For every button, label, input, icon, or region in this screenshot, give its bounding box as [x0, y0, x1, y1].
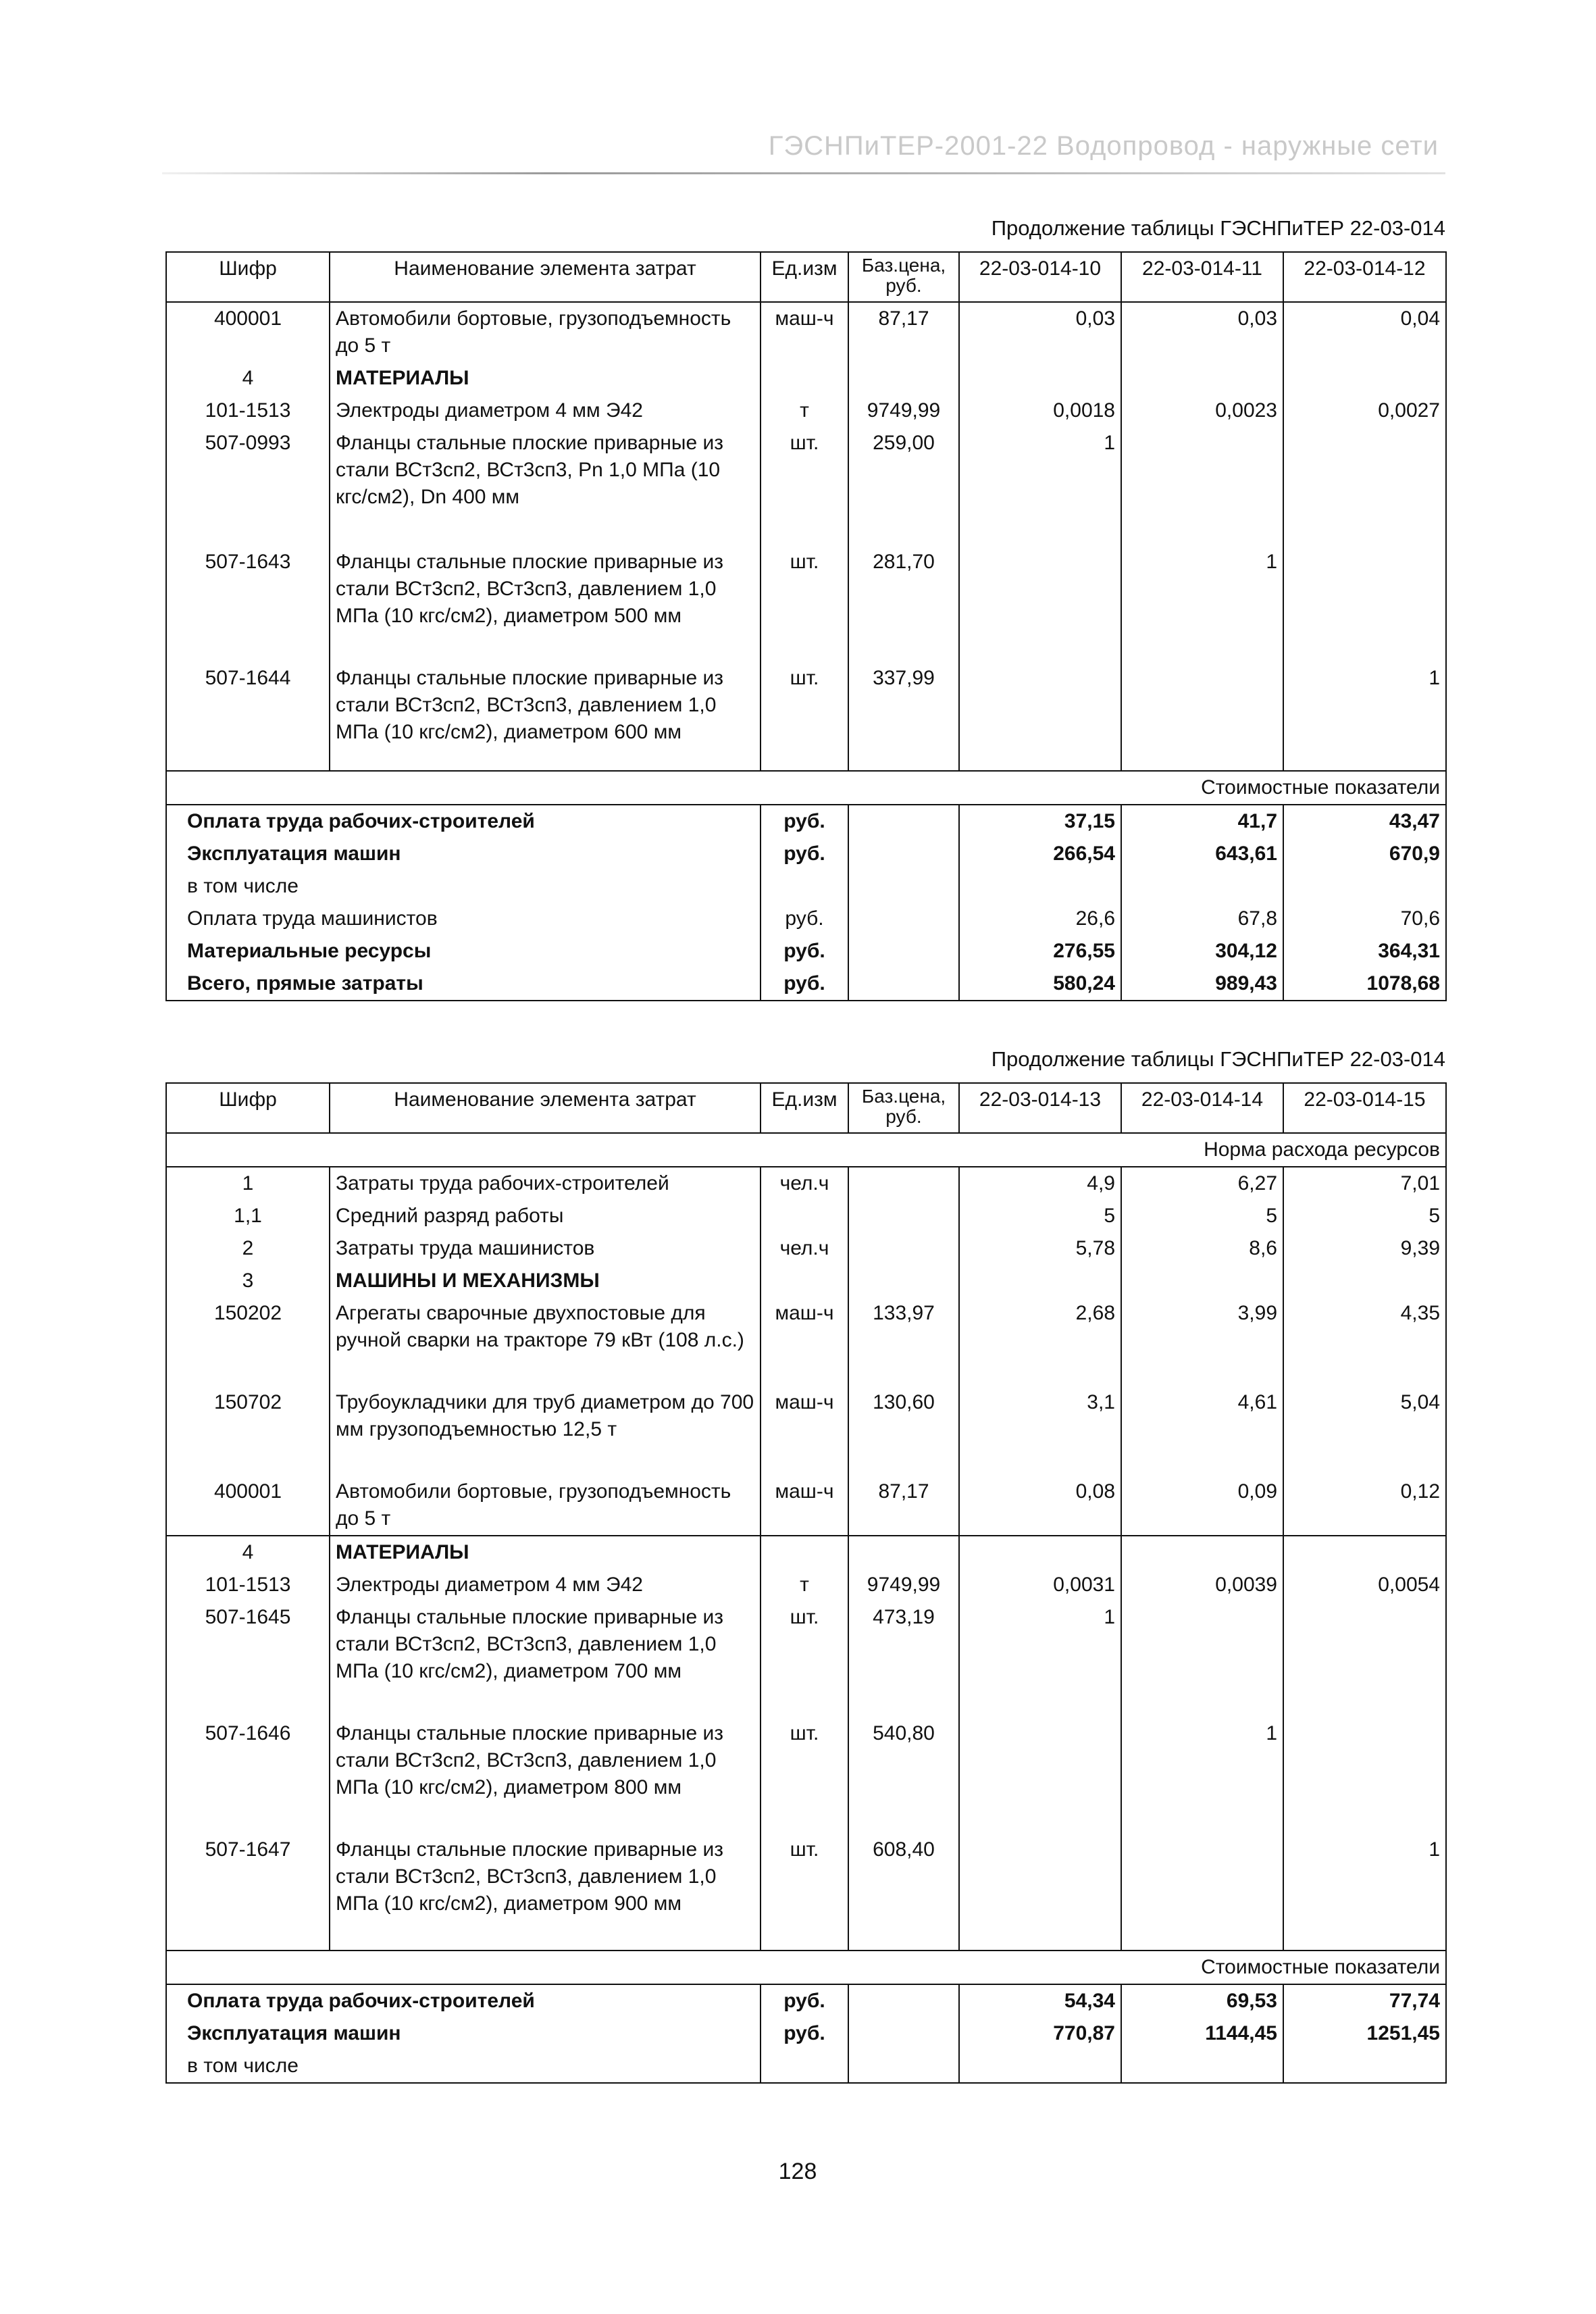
cost-value-2: 1144,45: [1121, 2017, 1283, 2050]
table-row: [166, 1265, 1446, 1297]
header-col-3: 22-03-014-15: [1283, 1083, 1446, 1133]
cost-value-3: 43,47: [1283, 805, 1446, 838]
table-row: [166, 1386, 1446, 1476]
row-value-2: [1121, 1265, 1283, 1297]
table-row: [166, 1601, 1446, 1717]
header-col-2: 22-03-014-11: [1121, 252, 1283, 302]
page-number: 128: [778, 2159, 817, 2184]
row-value-2: [1121, 362, 1283, 395]
cost-label: Эксплуатация машин: [166, 838, 761, 870]
cost-row: [166, 838, 1446, 870]
cost-value-2: 69,53: [1121, 1984, 1283, 2017]
header-col-2: 22-03-014-14: [1121, 1083, 1283, 1133]
row-value-3: 1: [1283, 1834, 1446, 1951]
cost-price-empty: [848, 838, 959, 870]
row-price: 259,00: [848, 427, 959, 546]
cost-label: в том числе: [166, 2050, 761, 2083]
header-name: Наименование элемента затрат: [330, 252, 761, 302]
cost-label: Оплата труда машинистов: [166, 903, 761, 935]
row-value-3: [1283, 362, 1446, 395]
row-code: 1: [166, 1167, 330, 1200]
row-value-1: 4,9: [959, 1167, 1121, 1200]
row-name: Фланцы стальные плоские приварные из стали ВСт3сп2, ВСт3сп3, давлением 1,0 МПа (10 кгс/см2), диаметром 700 мм: [330, 1601, 761, 1717]
cost-price-empty: [848, 2017, 959, 2050]
row-code: 507-1646: [166, 1717, 330, 1834]
cost-value-3: 364,31: [1283, 935, 1446, 967]
cost-price-empty: [848, 967, 959, 1001]
row-value-1: [959, 1717, 1121, 1834]
row-code: 507-1645: [166, 1601, 330, 1717]
row-value-2: 0,0039: [1121, 1569, 1283, 1601]
row-price: 9749,99: [848, 395, 959, 427]
cost-value-2: [1121, 870, 1283, 903]
cost-label: Оплата труда рабочих-строителей: [166, 805, 761, 838]
row-name: МАШИНЫ И МЕХАНИЗМЫ: [330, 1265, 761, 1297]
row-unit: [761, 1536, 848, 1569]
row-unit: шт.: [761, 1717, 848, 1834]
row-unit: шт.: [761, 1601, 848, 1717]
cost-value-1: [959, 2050, 1121, 2083]
row-name: Затраты труда машинистов: [330, 1232, 761, 1265]
row-value-3: [1283, 427, 1446, 546]
row-code: 507-1644: [166, 662, 330, 771]
table-row: [166, 1297, 1446, 1386]
row-unit: т: [761, 1569, 848, 1601]
row-price: [848, 1536, 959, 1569]
row-unit: маш-ч: [761, 1386, 848, 1476]
row-price: 130,60: [848, 1386, 959, 1476]
cost-value-1: 37,15: [959, 805, 1121, 838]
cost-value-3: [1283, 2050, 1446, 2083]
header-unit: Ед.изм: [761, 252, 848, 302]
row-name: Фланцы стальные плоские приварные из стали ВСт3сп2, ВСт3сп3, давлением 1,0 МПа (10 кгс/см2), диаметром 800 мм: [330, 1717, 761, 1834]
row-price: 540,80: [848, 1717, 959, 1834]
row-value-1: [959, 546, 1121, 662]
cost-unit: руб.: [761, 967, 848, 1001]
running-header: [162, 127, 1445, 174]
cost-price-empty: [848, 903, 959, 935]
row-value-1: 3,1: [959, 1386, 1121, 1476]
row-value-3: 7,01: [1283, 1167, 1446, 1200]
cost-value-2: [1121, 2050, 1283, 2083]
table-row: [166, 1476, 1446, 1536]
table-row: [166, 1834, 1446, 1951]
table-row: [166, 1536, 1446, 1569]
row-name: Автомобили бортовые, грузоподъемность до 5 т: [330, 1476, 761, 1536]
table2-caption: Продолжение таблицы ГЭСНПиТЕР 22-03-014: [991, 1047, 1445, 1071]
header-code: Шифр: [166, 252, 330, 302]
table-row: [166, 1232, 1446, 1265]
row-value-1: [959, 1265, 1121, 1297]
table-row: [166, 427, 1446, 546]
cost-value-1: 266,54: [959, 838, 1121, 870]
row-value-1: [959, 662, 1121, 771]
row-value-1: 1: [959, 1601, 1121, 1717]
header-price: Баз.цена, руб.: [848, 1083, 959, 1133]
row-unit: маш-ч: [761, 1297, 848, 1386]
row-value-3: 0,12: [1283, 1476, 1446, 1536]
cost-value-2: 989,43: [1121, 967, 1283, 1001]
running-header-title: ГЭСНПиТЕР-2001-22 Водопровод - наружные сети: [768, 131, 1439, 161]
row-value-3: 0,0054: [1283, 1569, 1446, 1601]
row-name: Фланцы стальные плоские приварные из стали ВСт3сп2, ВСт3сп3, давлением 1,0 МПа (10 кгс/см2), диаметром 900 мм: [330, 1834, 761, 1951]
row-value-2: [1121, 1601, 1283, 1717]
table-row: [166, 546, 1446, 662]
cost-value-1: 276,55: [959, 935, 1121, 967]
row-unit: шт.: [761, 662, 848, 771]
row-code: 507-1643: [166, 546, 330, 662]
cost-price-empty: [848, 805, 959, 838]
cost-value-1: 54,34: [959, 1984, 1121, 2017]
cost-value-1: 580,24: [959, 967, 1121, 1001]
row-unit: т: [761, 395, 848, 427]
table-row: [166, 1167, 1446, 1200]
cost-value-3: 1078,68: [1283, 967, 1446, 1001]
norm-section-label: Норма расхода ресурсов: [166, 1133, 1446, 1167]
cost-section-row: [166, 1951, 1446, 1984]
row-value-2: 3,99: [1121, 1297, 1283, 1386]
row-code: 150702: [166, 1386, 330, 1476]
row-code: 507-0993: [166, 427, 330, 546]
row-code: 150202: [166, 1297, 330, 1386]
cost-label: Материальные ресурсы: [166, 935, 761, 967]
norm-section-row: [166, 1133, 1446, 1167]
row-price: [848, 1167, 959, 1200]
row-value-3: 5: [1283, 1200, 1446, 1232]
cost-value-1: [959, 870, 1121, 903]
row-value-2: 5: [1121, 1200, 1283, 1232]
cost-value-3: 1251,45: [1283, 2017, 1446, 2050]
row-name: Затраты труда рабочих-строителей: [330, 1167, 761, 1200]
cost-unit: [761, 2050, 848, 2083]
row-value-2: [1121, 1834, 1283, 1951]
cost-value-3: 77,74: [1283, 1984, 1446, 2017]
row-price: 87,17: [848, 302, 959, 362]
row-unit: [761, 1200, 848, 1232]
row-price: 9749,99: [848, 1569, 959, 1601]
table-row: [166, 662, 1446, 771]
row-value-3: 9,39: [1283, 1232, 1446, 1265]
row-code: 400001: [166, 302, 330, 362]
row-value-2: 1: [1121, 546, 1283, 662]
row-value-2: 8,6: [1121, 1232, 1283, 1265]
cost-unit: руб.: [761, 903, 848, 935]
row-code: 400001: [166, 1476, 330, 1536]
row-value-1: [959, 362, 1121, 395]
row-value-3: 0,04: [1283, 302, 1446, 362]
row-name: Средний разряд работы: [330, 1200, 761, 1232]
row-unit: чел.ч: [761, 1232, 848, 1265]
row-value-2: 4,61: [1121, 1386, 1283, 1476]
header-code: Шифр: [166, 1083, 330, 1133]
row-price: [848, 1265, 959, 1297]
row-unit: [761, 1265, 848, 1297]
row-code: 4: [166, 1536, 330, 1569]
cost-row: [166, 870, 1446, 903]
row-value-1: 2,68: [959, 1297, 1121, 1386]
row-name: Электроды диаметром 4 мм Э42: [330, 1569, 761, 1601]
row-price: 133,97: [848, 1297, 959, 1386]
cost-unit: руб.: [761, 935, 848, 967]
cost-value-2: 41,7: [1121, 805, 1283, 838]
row-value-1: 0,08: [959, 1476, 1121, 1536]
cost-price-empty: [848, 935, 959, 967]
row-value-1: 1: [959, 427, 1121, 546]
cost-value-3: 670,9: [1283, 838, 1446, 870]
row-name: МАТЕРИАЛЫ: [330, 1536, 761, 1569]
row-value-2: [1121, 427, 1283, 546]
table-header-row: [166, 252, 1446, 302]
header-col-1: 22-03-014-10: [959, 252, 1121, 302]
row-name: Автомобили бортовые, грузоподъемность до 5 т: [330, 302, 761, 362]
row-value-1: 0,03: [959, 302, 1121, 362]
row-value-3: 0,0027: [1283, 395, 1446, 427]
cost-unit: руб.: [761, 838, 848, 870]
cost-label: Эксплуатация машин: [166, 2017, 761, 2050]
row-name: Фланцы стальные плоские приварные из стали ВСт3сп2, ВСт3сп3, Pn 1,0 МПа (10 кгс/см2), Dn 400 мм: [330, 427, 761, 546]
cost-value-1: 26,6: [959, 903, 1121, 935]
row-price: 337,99: [848, 662, 959, 771]
row-price: [848, 1200, 959, 1232]
header-name: Наименование элемента затрат: [330, 1083, 761, 1133]
row-name: Фланцы стальные плоские приварные из стали ВСт3сп2, ВСт3сп3, давлением 1,0 МПа (10 кгс/см2), диаметром 500 мм: [330, 546, 761, 662]
table-row: [166, 302, 1446, 362]
table-row: [166, 1569, 1446, 1601]
row-name: Фланцы стальные плоские приварные из стали ВСт3сп2, ВСт3сп3, давлением 1,0 МПа (10 кгс/см2), диаметром 600 мм: [330, 662, 761, 771]
cost-label: Оплата труда рабочих-строителей: [166, 1984, 761, 2017]
cost-unit: [761, 870, 848, 903]
cost-unit: руб.: [761, 2017, 848, 2050]
row-value-2: 1: [1121, 1717, 1283, 1834]
cost-row: [166, 903, 1446, 935]
row-value-3: 4,35: [1283, 1297, 1446, 1386]
table-row: [166, 1200, 1446, 1232]
header-rule: [162, 172, 1445, 174]
row-price: [848, 362, 959, 395]
cost-value-3: [1283, 870, 1446, 903]
header-price: Баз.цена, руб.: [848, 252, 959, 302]
table1-caption: Продолжение таблицы ГЭСНПиТЕР 22-03-014: [991, 216, 1445, 240]
row-value-3: [1283, 1536, 1446, 1569]
row-code: 2: [166, 1232, 330, 1265]
cost-label: в том числе: [166, 870, 761, 903]
row-price: 281,70: [848, 546, 959, 662]
row-price: 473,19: [848, 1601, 959, 1717]
cost-row: [166, 805, 1446, 838]
row-value-1: 0,0031: [959, 1569, 1121, 1601]
row-value-2: [1121, 1536, 1283, 1569]
cost-section-label: Стоимостные показатели: [166, 1951, 1446, 1984]
row-code: 507-1647: [166, 1834, 330, 1951]
row-unit: шт.: [761, 427, 848, 546]
row-value-1: 0,0018: [959, 395, 1121, 427]
row-value-3: [1283, 1265, 1446, 1297]
cost-section-label: Стоимостные показатели: [166, 771, 1446, 805]
cost-row: [166, 935, 1446, 967]
row-price: 608,40: [848, 1834, 959, 1951]
row-name: Агрегаты сварочные двухпостовые для ручной сварки на тракторе 79 кВт (108 л.с.): [330, 1297, 761, 1386]
cost-section-row: [166, 771, 1446, 805]
cost-value-2: 304,12: [1121, 935, 1283, 967]
row-value-2: 6,27: [1121, 1167, 1283, 1200]
cost-row: [166, 967, 1446, 1001]
row-value-2: [1121, 662, 1283, 771]
row-value-3: 1: [1283, 662, 1446, 771]
row-price: 87,17: [848, 1476, 959, 1536]
row-unit: маш-ч: [761, 302, 848, 362]
cost-value-2: 67,8: [1121, 903, 1283, 935]
table-row: [166, 1717, 1446, 1834]
row-code: 4: [166, 362, 330, 395]
row-unit: шт.: [761, 546, 848, 662]
cost-row: [166, 2050, 1446, 2083]
row-price: [848, 1232, 959, 1265]
row-value-1: 5: [959, 1200, 1121, 1232]
row-name: МАТЕРИАЛЫ: [330, 362, 761, 395]
row-value-3: [1283, 546, 1446, 662]
cost-price-empty: [848, 2050, 959, 2083]
row-name: Трубоукладчики для труб диаметром до 700 мм грузоподъемностью 12,5 т: [330, 1386, 761, 1476]
cost-value-1: 770,87: [959, 2017, 1121, 2050]
cost-price-empty: [848, 870, 959, 903]
row-value-1: 5,78: [959, 1232, 1121, 1265]
row-unit: маш-ч: [761, 1476, 848, 1536]
cost-value-2: 643,61: [1121, 838, 1283, 870]
row-unit: [761, 362, 848, 395]
row-value-2: 0,09: [1121, 1476, 1283, 1536]
cost-label: Всего, прямые затраты: [166, 967, 761, 1001]
row-value-1: [959, 1536, 1121, 1569]
row-value-1: [959, 1834, 1121, 1951]
row-unit: шт.: [761, 1834, 848, 1951]
row-value-3: [1283, 1601, 1446, 1717]
cost-table-1: [165, 251, 1447, 1001]
cost-row: [166, 1984, 1446, 2017]
cost-table-2: [165, 1082, 1447, 2084]
row-code: 101-1513: [166, 395, 330, 427]
row-value-2: 0,03: [1121, 302, 1283, 362]
header-col-1: 22-03-014-13: [959, 1083, 1121, 1133]
cost-value-3: 70,6: [1283, 903, 1446, 935]
cost-row: [166, 2017, 1446, 2050]
table-row: [166, 395, 1446, 427]
row-name: Электроды диаметром 4 мм Э42: [330, 395, 761, 427]
row-value-3: [1283, 1717, 1446, 1834]
row-unit: чел.ч: [761, 1167, 848, 1200]
cost-price-empty: [848, 1984, 959, 2017]
table-header-row: [166, 1083, 1446, 1133]
table-row: [166, 362, 1446, 395]
row-code: 3: [166, 1265, 330, 1297]
row-code: 1,1: [166, 1200, 330, 1232]
row-code: 101-1513: [166, 1569, 330, 1601]
cost-unit: руб.: [761, 1984, 848, 2017]
header-col-3: 22-03-014-12: [1283, 252, 1446, 302]
row-value-3: 5,04: [1283, 1386, 1446, 1476]
header-unit: Ед.изм: [761, 1083, 848, 1133]
row-value-2: 0,0023: [1121, 395, 1283, 427]
cost-unit: руб.: [761, 805, 848, 838]
